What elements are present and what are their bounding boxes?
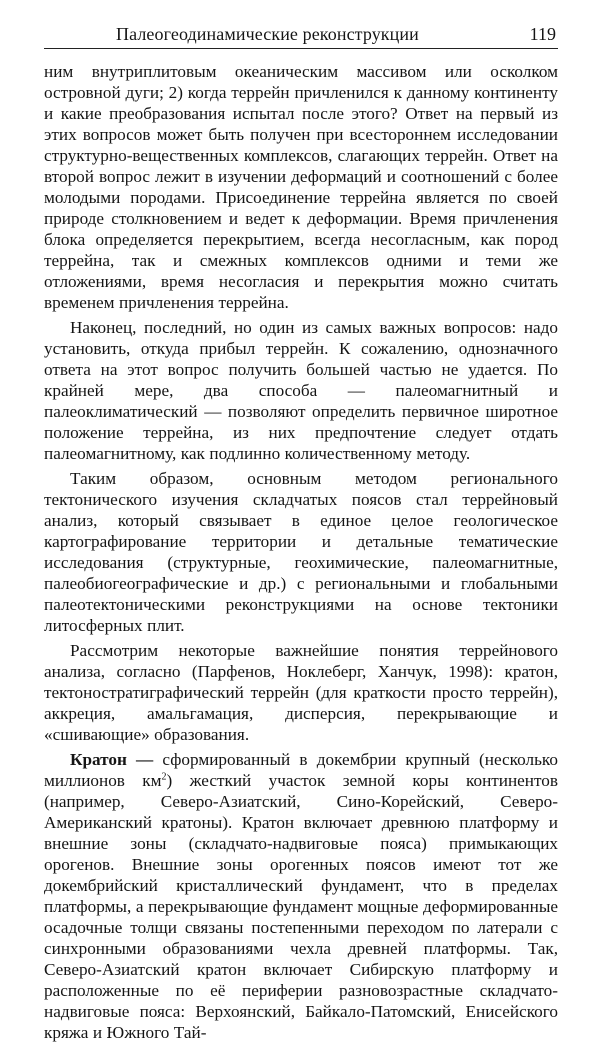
paragraph-terrane-origin: Наконец, последний, но один из самых важных вопросов: надо установить, откуда прибыл террейн. К сожалению, однозначного ответа на этот вопрос получить большей частью не удается. По крайней мере, два способа — палеомагнитный и палеоклиматический — позволяют определить первичное широтное положение террейна, из них предпочтение следует отдать палеомагнитному, как подлинно количественному методу. [44,318,558,463]
page-number: 119 [529,24,556,44]
square-superscript: 2 [161,771,167,783]
craton-term: Кратон — [70,750,154,769]
paragraph-craton-definition [44,749,558,1043]
paragraph-continuation: ним внутриплитовым океаническим массивом или осколком островной дуги; 2) когда террейн причленился к данному континенту и какие преобразования испытал после этого? Ответ на первый из этих вопросов может быть получен при всестороннем исследовании структурно-вещественных комплексов, слагающих террейн. Ответ на второй вопрос лежит в изучении деформаций и соотношений с более молодыми породами. Присоединение террейна является по своей природе столкновением и ведет к деформации. Время причленения блока определяется перекрытием, всегда несогласным, как пород террейна, так и смежных комплексов одними и теми же отложениями, время несогласия и перекрытия можно считать временем причленения террейна. [44,62,558,312]
craton-text-before-superscript: сформированный в докембрии крупный (несколько миллионов км [44,750,558,790]
running-header [44,20,558,49]
running-header-title: Палеогеодинамические реконструкции [116,24,419,44]
craton-text-after-superscript: ) жесткий участок земной коры континентов (например, Северо-Азиатский, Сино-Корейский, Северо-Американский кратоны). Кратон включает древнюю платформу и внешние зоны (складчато-надвиговые пояса) примыкающих орогенов. Внешние зоны орогенных поясов имеют тот же докембрийский кристаллический фундамент, что в пределах платформы, а перекрывающие фундамент мощные деформированные осадочные толщи связаны постепенными переходом по латерали с синхронными образованиями чехла древней платформы. Так, Северо-Азиатский кратон включает Сибирскую платформу и расположенные по её периферии разновозрастные складчато-надвиговые пояса: Верхоянский, Байкало-Патомский, Енисейского кряжа и Южного Тай- [44,771,559,1042]
paragraph-concepts: Рассмотрим некоторые важнейшие понятия террейнового анализа, согласно (Парфенов, Ноклеберг, Ханчук, 1998): кратон, тектоностратиграфический террейн (для краткости просто террейн), аккреция, амальгамация, дисперсия, перекрывающие и «сшивающие» образования. [44,641,558,744]
body-text [44,61,558,1043]
paragraph-terrane-analysis: Таким образом, основным методом регионального тектонического изучения складчатых поясов стал террейновый анализ, который связывает в единое целое геологическое картографирование территории и детальные тематические исследования (структурные, геохимические, палеомагнитные, палеобиогеографические и др.) с региональными и глобальными палеотектоническими реконструкциями на основе тектоники литосферных плит. [44,469,558,635]
